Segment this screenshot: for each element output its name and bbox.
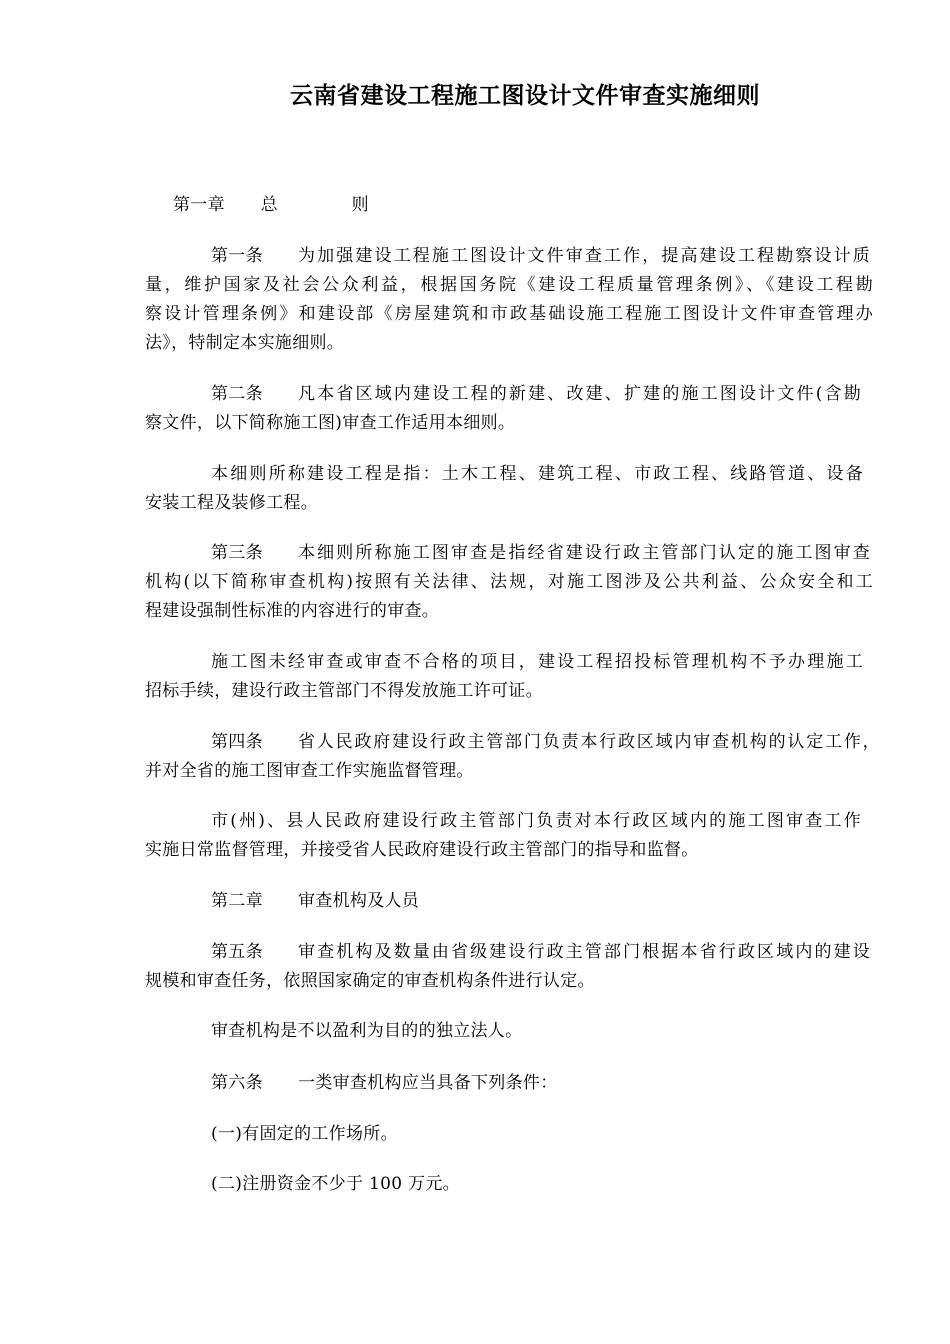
paragraph-line: 安装工程及装修工程。 [145,493,318,513]
chapter-name-part: 总 [260,195,278,215]
article-label: 第一条 [211,246,263,266]
paragraph-line: 实施日常监督管理，并接受省人民政府建设行政主管部门的指导和监督。 [145,840,699,860]
paragraph-line: 一类审查机构应当具备下列条件： [298,1073,558,1093]
article-label: 第五条 [211,942,263,962]
paragraph-line: 施工图未经审查或审查不合格的项目，建设工程招投标管理机构不予办理施工 [211,652,863,672]
article-label: 第三条 [211,543,263,563]
chapter-name-part: 则 [351,195,369,215]
paragraph-line: 为加强建设工程施工图设计文件审查工作，提高建设工程勘察设计质 [298,246,870,266]
article-label: 第六条 [211,1073,263,1093]
chapter-heading [173,190,369,215]
paragraph-line: 本细则所称建设工程是指：土木工程、建筑工程、市政工程、线路管道、设备 [211,464,863,484]
paragraph-line: 量，维护国家及社会公众利益，根据国务院《建设工程质量管理条例》、《建设工程勘 [145,275,873,295]
paragraph-line: 审查机构是不以盈利为目的的独立法人。 [211,1021,523,1041]
chapter-label: 第二章 [211,891,263,911]
paragraph-line: 招标手续，建设行政主管部门不得发放施工许可证。 [145,681,543,701]
paragraph-line: 法》，特制定本实施细则。 [145,333,345,353]
paragraph-line: 并对全省的施工图审查工作实施监督管理。 [145,761,474,781]
list-item: (二)注册资金不少于 100 万元。 [211,1174,460,1194]
chapter-label: 第一章 [173,195,225,215]
paragraph-line: 省人民政府建设行政主管部门负责本行政区域内审查机构的认定工作， [298,732,880,752]
paragraph-line: 本细则所称施工图审查是指经省建设行政主管部门认定的施工图审查 [298,543,870,563]
paragraph-line: 规模和审查任务，依照国家确定的审查机构条件进行认定。 [145,971,595,991]
page-title: 云南省建设工程施工图设计文件审查实施细则 [290,83,760,109]
paragraph-line: 程建设强制性标准的内容进行的审查。 [145,601,440,621]
paragraph-line: 凡本省区域内建设工程的新建、改建、扩建的施工图设计文件(含勘 [298,384,861,404]
article-label: 第二条 [211,384,263,404]
paragraph-line: 机构(以下简称审查机构)按照有关法律、法规，对施工图涉及公共利益、公众安全和工 [145,572,873,592]
chapter-name: 审查机构及人员 [298,891,420,911]
paragraph-line: 市(州)、县人民政府建设行政主管部门负责对本行政区域内的施工图审查工作 [211,811,861,831]
paragraph-line: 察设计管理条例》和建设部《房屋建筑和市政基础设施工程施工图设计文件审查管理办 [145,304,873,324]
paragraph-line: 察文件，以下简称施工图)审查工作适用本细则。 [145,413,516,433]
article-label: 第四条 [211,732,263,752]
paragraph-line: 审查机构及数量由省级建设行政主管部门根据本省行政区域内的建设 [298,942,870,962]
list-item: (一)有固定的工作场所。 [211,1124,398,1144]
